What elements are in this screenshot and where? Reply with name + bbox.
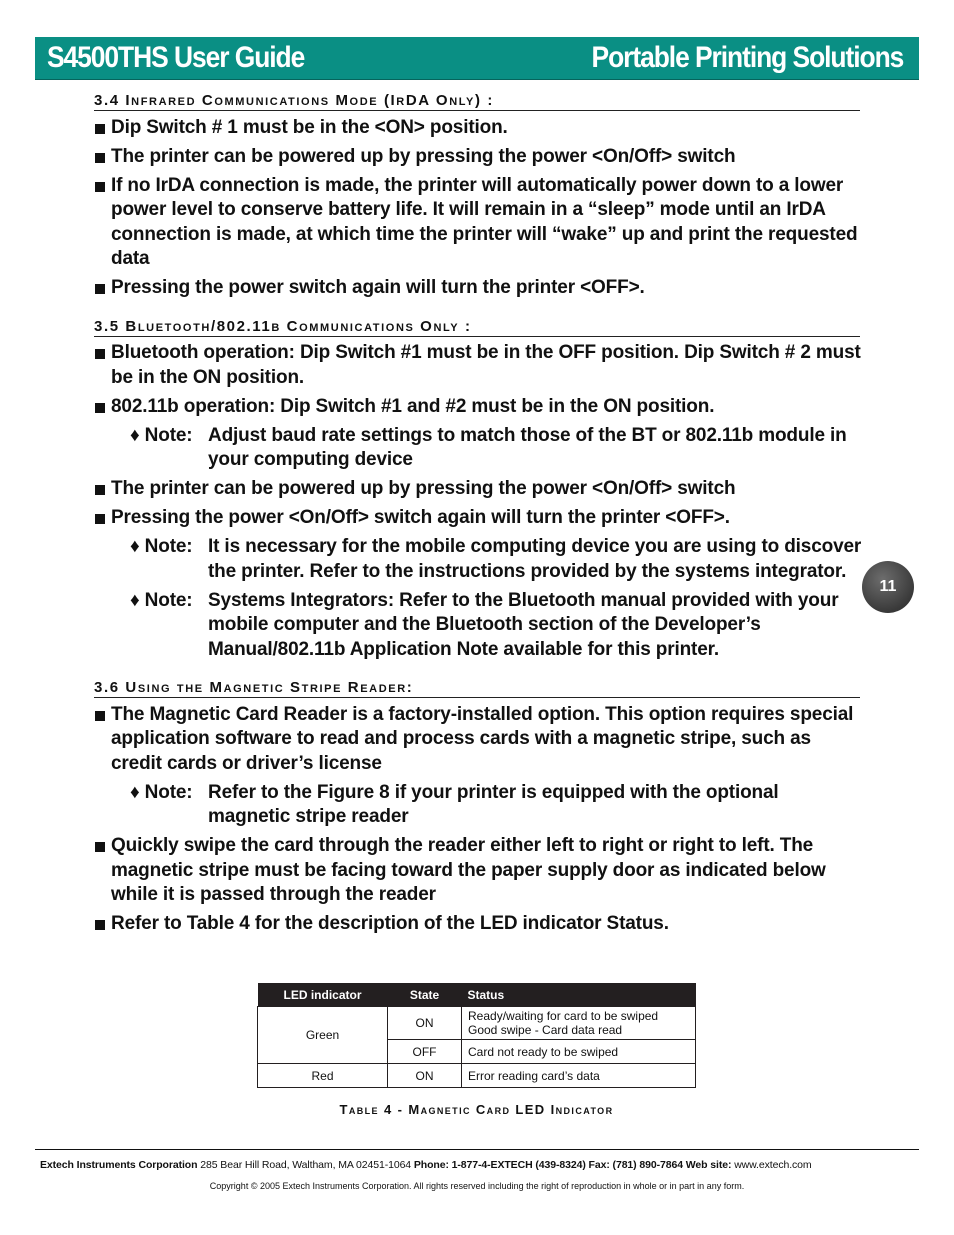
footer-copyright: Copyright © 2005 Extech Instruments Corporation. All rights reserved including the right of reproduction in whole or in part in any form.: [209, 1181, 745, 1191]
col-header-status: Status: [462, 983, 696, 1007]
bullet-square-icon: [95, 711, 105, 721]
bullet-square-icon: [95, 124, 105, 134]
bullet-item: [94, 341, 864, 390]
status-cell: [462, 1007, 696, 1040]
bullet-text: Pressing the power switch again will turn the printer <OFF>.: [111, 277, 645, 298]
state-cell: OFF: [388, 1040, 462, 1064]
note-lead: ♦ Note:: [130, 589, 193, 611]
status-line: Ready/waiting for card to be swiped: [468, 1009, 659, 1023]
status-cell: Error reading card’s data: [462, 1064, 696, 1088]
section-heading: 3.5 Bluetooth/802.11b Communications Only :: [94, 318, 860, 337]
note-item: [94, 424, 864, 473]
section-heading: 3.4 Infrared Communications Mode (IrDA Only) :: [94, 92, 860, 111]
bullet-item: [94, 477, 864, 502]
bullet-square-icon: [95, 182, 105, 192]
note-lead: ♦ Note:: [130, 536, 193, 557]
bullet-square-icon: [95, 403, 105, 413]
bullet-square-icon: [95, 284, 105, 294]
bullet-square-icon: [95, 920, 105, 930]
status-cell: Card not ready to be swiped: [462, 1040, 696, 1064]
bullet-text: The printer can be powered up by pressing the power <On/Off> switch: [111, 145, 736, 167]
bullet-text: Pressing the power <On/Off> switch again will turn the printer <OFF>.: [111, 507, 730, 528]
led-cell-green: Green: [258, 1007, 388, 1064]
note-text: It is necessary for the mobile computing device you are using to discover the printer. Refer to the instructions provided by the systems integrator.: [208, 536, 862, 582]
bullet-square-icon: [95, 514, 105, 524]
bullet-text: Bluetooth operation: Dip Switch #1 must be in the OFF position. Dip Switch # 2 must be in the ON position.: [111, 342, 861, 388]
table-header-row: [258, 983, 696, 1007]
table-row: [258, 1007, 696, 1040]
footer-divider: [35, 1149, 919, 1150]
bullet-item: [94, 395, 864, 420]
col-header-state: State: [388, 983, 462, 1007]
bullet-item: [94, 912, 864, 937]
bullet-text: The printer can be powered up by pressing the power <On/Off> switch: [111, 478, 736, 499]
bullet-square-icon: [95, 842, 105, 852]
table-row: [258, 1064, 696, 1088]
bullet-text: Dip Switch # 1 must be in the <ON> position.: [111, 116, 508, 138]
note-text: Refer to the Figure 8 if your printer is equipped with the optional magnetic stripe reader: [208, 781, 779, 827]
table-caption: Table 4 - Magnetic Card LED Indicator: [339, 1102, 614, 1117]
footer-website[interactable]: www.extech.com: [731, 1159, 812, 1171]
state-cell: ON: [388, 1064, 462, 1088]
note-lead: ♦ Note:: [130, 781, 193, 803]
document-title: S4500THS User Guide: [47, 41, 305, 74]
bullet-square-icon: [95, 349, 105, 359]
page-number-badge: 11: [862, 561, 914, 613]
bullet-text: If no IrDA connection is made, the printer will automatically power down to a lower power level to conserve battery life. It will remain in a “sleep” mode until an IrDA connection is made, at which time the printer will “wake” up and print the requested data: [111, 174, 858, 269]
note-item: [94, 535, 864, 584]
footer-address: 285 Bear Hill Road, Waltham, MA 02451-1064: [197, 1159, 414, 1171]
state-cell: ON: [388, 1007, 462, 1040]
bullet-item: [94, 174, 864, 272]
col-header-led: LED indicator: [258, 983, 388, 1007]
footer-phone: Phone: 1-877-4-EXTECH (439-8324) Fax: (781) 890-7864 Web site:: [413, 1159, 732, 1171]
bullet-item: [94, 703, 864, 777]
led-cell-red: Red: [258, 1064, 388, 1088]
note-lead: ♦ Note:: [130, 424, 193, 446]
note-item: [94, 781, 864, 830]
note-text: Systems Integrators: Refer to the Bluetooth manual provided with your mobile computer and the Bluetooth section of the Developer’s Manual/802.11b Application Note available for this printer.: [208, 589, 839, 660]
note-text: Adjust baud rate settings to match those of the BT or 802.11b module in your computing device: [208, 424, 847, 470]
main-content: [94, 92, 864, 937]
bullet-text: The Magnetic Card Reader is a factory-installed option. This option requires special application software to read and process cards with a magnetic stripe, such as credit cards or driver’s license: [111, 703, 854, 774]
section-heading: 3.6 Using the Magnetic Stripe Reader:: [94, 679, 860, 698]
footer-company: Extech Instruments Corporation: [40, 1159, 198, 1171]
bullet-square-icon: [95, 153, 105, 163]
bullet-text: 802.11b operation: Dip Switch #1 and #2 must be in the ON position.: [111, 395, 715, 417]
bullet-item: [94, 145, 864, 170]
bullet-text: Quickly swipe the card through the reader either left to right or right to left. The magnetic stripe must be facing toward the paper supply door as indicated below while it is passed through the reader: [111, 835, 826, 905]
status-line: Good swipe - Card data read: [468, 1023, 623, 1037]
bullet-text: Refer to Table 4 for the description of the LED indicator Status.: [111, 913, 669, 934]
bullet-item: [94, 116, 864, 141]
bullet-item: [94, 506, 864, 531]
page-header: [35, 37, 919, 80]
note-item: [94, 589, 864, 663]
footer-contact: [40, 1159, 920, 1171]
led-indicator-table: [257, 983, 696, 1088]
bullet-item: [94, 834, 864, 908]
bullet-item: [94, 276, 864, 301]
bullet-square-icon: [95, 485, 105, 495]
header-tagline: Portable Printing Solutions: [591, 41, 903, 74]
